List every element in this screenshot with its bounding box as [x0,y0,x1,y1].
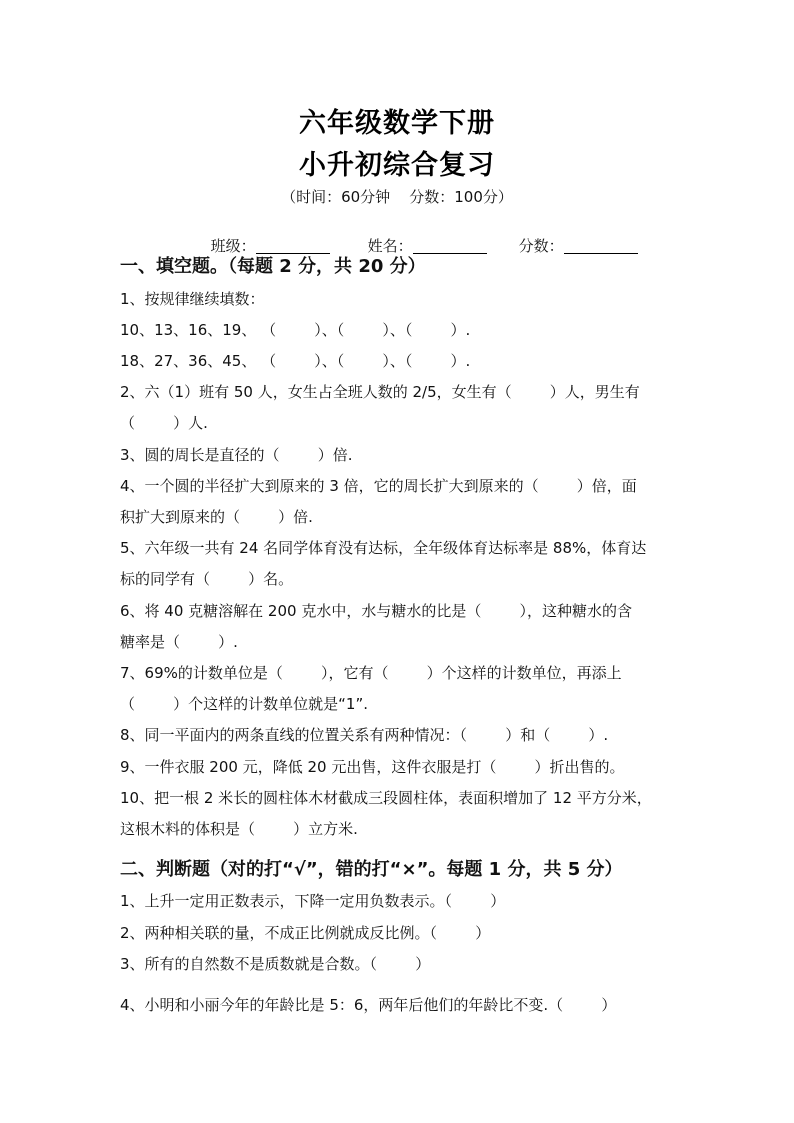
page-title: 六年级数学下册 [299,108,495,139]
question-line: 这根木料的体积是（ ）立方米. [120,820,358,838]
question-line: 8、同一平面内的两条直线的位置关系有两种情况：（ ）和（ ）. [120,726,609,744]
score-label: 分数： [518,237,564,255]
section-heading-fill-blank: 一、填空题。（每题 2 分，共 20 分） [120,256,426,277]
judge-line: 3、所有的自然数不是质数就是合数。（ ） [120,955,431,973]
question-line: 积扩大到原来的（ ）倍. [120,508,313,526]
question-line: 9、一件衣服 200 元，降低 20 元出售，这件衣服是打（ ）折出售的。 [120,758,625,776]
question-line: 4、一个圆的半径扩大到原来的 3 倍，它的周长扩大到原来的（ ）倍，面 [120,477,637,495]
section-heading-true-false: 二、判断题（对的打“√”，错的打“×”。每题 1 分，共 5 分） [120,859,623,880]
question-line: 7、69%的计数单位是（ ），它有（ ）个这样的计数单位，再添上 [120,664,622,682]
page-subtitle: 小升初综合复习 [299,150,495,181]
score-blank[interactable] [564,239,638,254]
judge-line: 2、两种相关联的量，不成正比例就成反比例。（ ） [120,924,491,942]
question-line: 10、13、16、19、 （ ）、（ ）、（ ）. [120,321,471,339]
question-line: 1、按规律继续填数： [120,290,265,308]
question-line: （ ）个这样的计数单位就是“1”. [120,695,368,713]
question-line: 2、六（1）班有 50 人，女生占全班人数的 2/5，女生有（ ）人，男生有 [120,383,640,401]
judge-line: 1、上升一定用正数表示，下降一定用负数表示。（ ） [120,892,506,910]
question-line: 18、27、36、45、 （ ）、（ ）、（ ）. [120,352,471,370]
question-line: 3、圆的周长是直径的（ ）倍. [120,446,353,464]
time-score-note: （时间：60分钟 分数：100分） [281,188,513,206]
name-label: 姓名： [367,237,413,255]
question-line: （ ）人. [120,414,208,432]
question-line: 10、把一根 2 米长的圆柱体木材截成三段圆柱体，表面积增加了 12 平方分米， [120,789,652,807]
question-line: 糖率是（ ）. [120,633,238,651]
question-line: 6、将 40 克糖溶解在 200 克水中，水与糖水的比是（ ），这种糖水的含 [120,602,632,620]
score-field[interactable] [490,217,638,274]
class-label: 班级： [210,237,256,255]
judge-line: 4、小明和小丽今年的年龄比是 5：6，两年后他们的年龄比不变.（ ） [120,996,617,1014]
question-line: 5、六年级一共有 24 名同学体育没有达标，全年级体育达标率是 88%，体育达 [120,539,647,557]
question-line: 标的同学有（ ）名。 [120,570,294,588]
